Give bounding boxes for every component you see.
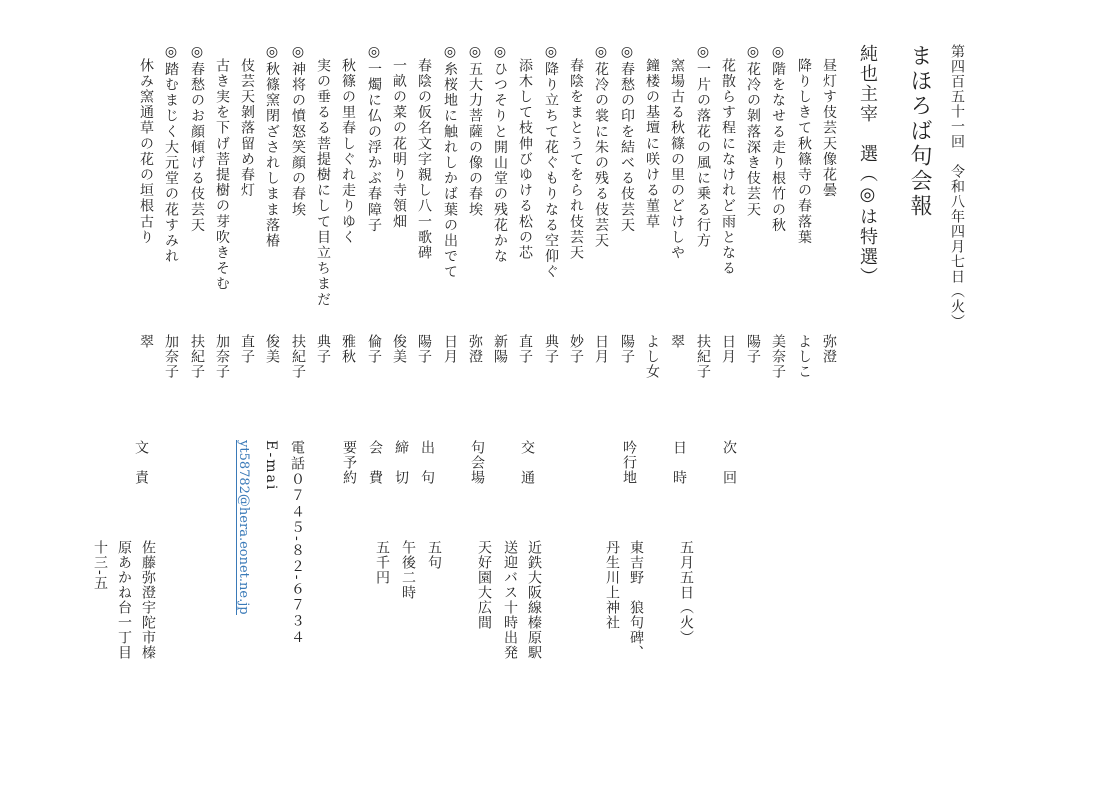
meeting-value: 五千円	[374, 540, 390, 585]
meeting-value: 五句	[426, 540, 442, 570]
email-link[interactable]: yt58782@hera.eonet.ne.jp	[236, 440, 251, 615]
poem-author: 日月	[593, 334, 609, 364]
poem-text: ◎秋篠窯閉ざされしまま落椿	[264, 44, 280, 249]
meeting-label: 交 通	[519, 440, 535, 485]
poem-text: ◎降り立ちて花ぐもりなる空仰ぐ	[543, 44, 559, 280]
poem-author: よし女	[644, 334, 660, 379]
meeting-label: 要予約	[341, 440, 357, 485]
poem-author: 弥澄	[467, 334, 483, 364]
poem-text: ◎春愁のお顔傾げる伎芸天	[189, 44, 205, 234]
meeting-value: 午後二時	[400, 540, 416, 600]
poem-text: ◎ひつそりと開山堂の残花かな	[492, 44, 508, 265]
poem-text: 実の垂るる菩提樹にして目立ちまだ	[315, 58, 331, 308]
poem-text: ◎花冷の裳に朱の残る伎芸天	[593, 44, 609, 249]
poem-text: ◎一片の落花の風に乗る行方	[695, 44, 711, 249]
meeting-label: 出 句	[419, 440, 435, 485]
poem-author: 新陽	[492, 334, 508, 364]
poem-text: ◎花冷の剝落深き伎芸天	[745, 44, 761, 218]
poem-text: 添木して枝伸びゆける松の芯	[517, 58, 533, 261]
email-label: E-mai	[263, 440, 279, 492]
poem-text: 窯場古る秋篠の里のどけしや	[669, 58, 685, 261]
meeting-label: 締 切	[393, 440, 409, 485]
newsletter-title: まほろば句会報	[907, 44, 932, 219]
selector-line: 純也主宰 選（◎は特選）	[857, 44, 878, 287]
meeting-label: 吟行地	[621, 440, 637, 485]
next-meeting-heading: 次 回	[721, 440, 737, 485]
poem-author: 直子	[517, 334, 533, 364]
poem-author: 日月	[720, 334, 736, 364]
meeting-label: 文 責	[133, 440, 149, 485]
meeting-value: 近鉄大阪線榛原駅送迎バス十時出発	[502, 540, 542, 660]
poem-text: 休み窯通草の花の垣根古り	[138, 58, 154, 246]
meeting-value: 天好園大広間	[476, 540, 492, 630]
meeting-value: 五月五日（火）	[678, 540, 694, 645]
poem-author: 陽子	[619, 334, 635, 364]
poem-text: 一畝の菜の花明り寺領畑	[391, 58, 407, 230]
meeting-label: 会 費	[367, 440, 383, 485]
meeting-label: 句会場	[469, 440, 485, 485]
poem-author: 倫子	[366, 334, 382, 364]
meeting-label: 日 時	[671, 440, 687, 485]
poem-author: 扶紀子	[189, 334, 205, 379]
poem-author: 陽子	[745, 334, 761, 364]
poem-text: 伎芸天剝落留め春灯	[239, 58, 255, 199]
poem-author: 美奈子	[770, 334, 786, 379]
poem-author: 加奈子	[163, 334, 179, 379]
poem-text: 春陰をまとうてをられ伎芸天	[568, 58, 584, 261]
poem-text: 鐘楼の基壇に咲ける菫草	[644, 58, 660, 230]
poem-author: 直子	[239, 334, 255, 364]
poem-author: 扶紀子	[290, 334, 306, 379]
poem-text: 秋篠の里春しぐれ走りゆく	[340, 58, 356, 246]
meeting-value: 佐藤弥澄宇陀市榛原あかね台一丁目十三-五	[92, 540, 156, 660]
poem-author: 典子	[315, 334, 331, 364]
poem-author: よしこ	[796, 334, 812, 379]
poem-author: 扶紀子	[695, 334, 711, 379]
issue-line: 第四百五十一回 令和八年四月七日（火）	[949, 44, 965, 329]
poem-text: ◎神将の憤怒笑顔の春埃	[290, 44, 306, 218]
poem-author: 翠	[669, 334, 685, 349]
poem-author: 陽子	[416, 334, 432, 364]
poem-text: 花散らす程になけれど雨となる	[720, 58, 736, 277]
poem-author: 俊美	[391, 334, 407, 364]
poem-text: ◎一燭に仏の浮かぶ春障子	[366, 44, 382, 234]
poem-text: ◎春愁の印を結べる伎芸天	[619, 44, 635, 234]
poem-text: 降りしきて秋篠寺の春落葉	[796, 58, 812, 246]
poem-text: ◎階をなせる走り根竹の秋	[770, 44, 786, 234]
poem-text: ◎踏むまじく大元堂の花すみれ	[163, 44, 179, 265]
meeting-value: 東吉野 狼句碑、丹生川上神社	[604, 540, 644, 660]
poem-author: 弥澄	[821, 334, 837, 364]
poem-author: 加奈子	[214, 334, 230, 379]
poem-author: 俊美	[264, 334, 280, 364]
poem-text: 春陰の仮名文字親し八一歌碑	[416, 58, 432, 261]
poem-text: ◎五大力菩薩の像の春埃	[467, 44, 483, 218]
poem-text: 昼灯す伎芸天像花曇	[821, 58, 837, 199]
poem-text: 古き実を下げ菩提樹の芽吹きそむ	[214, 58, 230, 292]
phone-number: 電話０７４５-８２-６７３４	[289, 440, 305, 646]
poem-author: 翠	[138, 334, 154, 349]
poem-author: 妙子	[568, 334, 584, 364]
poem-author: 典子	[543, 334, 559, 364]
poem-author: 雅秋	[340, 334, 356, 364]
poem-author: 日月	[442, 334, 458, 364]
poem-text: ◎糸桜地に触れしかば葉の出でて	[442, 44, 458, 280]
